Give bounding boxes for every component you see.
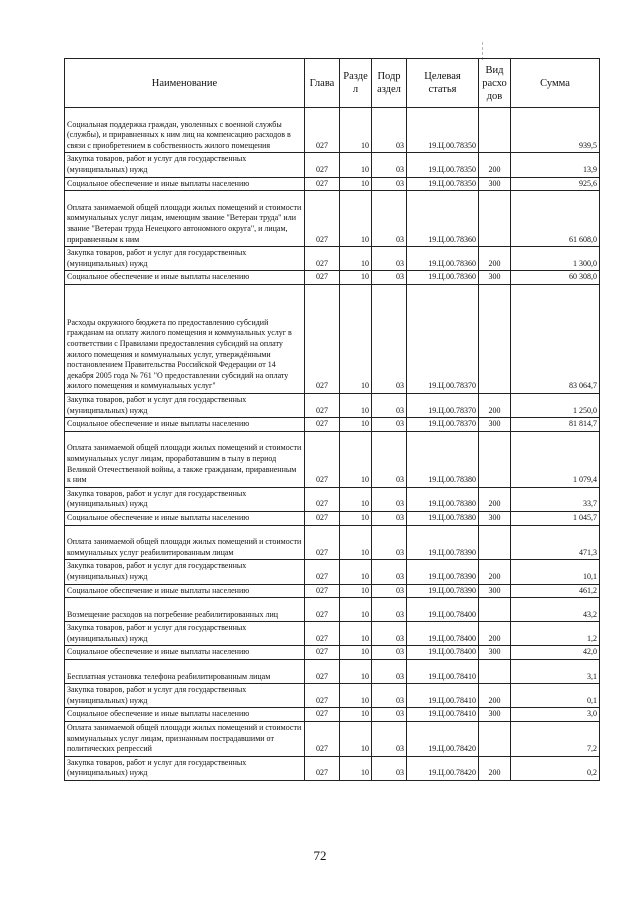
row-chapter: 027 <box>305 108 340 153</box>
table-row <box>65 153 600 177</box>
row-subsection: 03 <box>372 271 407 285</box>
row-name: Оплата занимаемой общей площади жилых помещений и стоимости коммунальных услуг лицам, имеющим звание "Ветеран труда" или звание "Ветеран труда Ненецкого автономного округа", и лицам, приравненным к ним <box>65 191 305 247</box>
row-expense-type <box>479 525 511 560</box>
row-section: 10 <box>340 722 372 757</box>
table-row <box>65 756 600 780</box>
row-target-article: 19.Ц.00.78350 <box>407 108 479 153</box>
row-chapter: 027 <box>305 722 340 757</box>
row-target-article: 19.Ц.00.78420 <box>407 756 479 780</box>
row-chapter: 027 <box>305 708 340 722</box>
row-section: 10 <box>340 153 372 177</box>
row-section: 10 <box>340 393 372 417</box>
table-row <box>65 708 600 722</box>
row-expense-type: 300 <box>479 708 511 722</box>
row-chapter: 027 <box>305 177 340 191</box>
row-chapter: 027 <box>305 418 340 432</box>
header-target-article: Целевая статья <box>407 59 479 108</box>
row-section: 10 <box>340 191 372 247</box>
row-chapter: 027 <box>305 646 340 660</box>
table-row <box>65 722 600 757</box>
row-expense-type: 200 <box>479 560 511 584</box>
row-subsection: 03 <box>372 177 407 191</box>
row-sum: 939,5 <box>511 108 600 153</box>
row-subsection: 03 <box>372 646 407 660</box>
row-section: 10 <box>340 560 372 584</box>
row-chapter: 027 <box>305 191 340 247</box>
row-sum: 1,2 <box>511 622 600 646</box>
row-expense-type: 200 <box>479 247 511 271</box>
row-chapter: 027 <box>305 393 340 417</box>
row-expense-type: 300 <box>479 271 511 285</box>
row-target-article: 19.Ц.00.78380 <box>407 487 479 511</box>
table-row <box>65 247 600 271</box>
row-sum: 13,9 <box>511 153 600 177</box>
row-chapter: 027 <box>305 284 340 393</box>
table-row <box>65 284 600 393</box>
table-row <box>65 660 600 684</box>
row-chapter: 027 <box>305 584 340 598</box>
table-row <box>65 393 600 417</box>
row-chapter: 027 <box>305 660 340 684</box>
row-subsection: 03 <box>372 722 407 757</box>
row-section: 10 <box>340 431 372 487</box>
row-section: 10 <box>340 247 372 271</box>
table-row <box>65 418 600 432</box>
row-name: Социальное обеспечение и иные выплаты населению <box>65 646 305 660</box>
row-section: 10 <box>340 708 372 722</box>
row-name: Социальное обеспечение и иные выплаты населению <box>65 271 305 285</box>
row-expense-type: 300 <box>479 177 511 191</box>
row-name: Социальная поддержка граждан, уволенных с военной службы (службы), и приравненных к ним лиц на компенсацию расходов в связи с приобретением в собственность жилого помещения <box>65 108 305 153</box>
header-expense-type: Вид расхо дов <box>479 59 511 108</box>
row-sum: 1 079,4 <box>511 431 600 487</box>
header-section: Разде л <box>340 59 372 108</box>
row-sum: 0,2 <box>511 756 600 780</box>
row-sum: 0,1 <box>511 684 600 708</box>
row-subsection: 03 <box>372 418 407 432</box>
row-expense-type <box>479 660 511 684</box>
row-sum: 1 045,7 <box>511 511 600 525</box>
row-sum: 1 300,0 <box>511 247 600 271</box>
table-row <box>65 177 600 191</box>
row-sum: 43,2 <box>511 598 600 622</box>
row-name: Оплата занимаемой общей площади жилых помещений и стоимости коммунальных услуг реабилитированным лицам <box>65 525 305 560</box>
row-sum: 61 608,0 <box>511 191 600 247</box>
row-target-article: 19.Ц.00.78390 <box>407 560 479 584</box>
row-section: 10 <box>340 684 372 708</box>
row-target-article: 19.Ц.00.78410 <box>407 684 479 708</box>
row-expense-type: 200 <box>479 487 511 511</box>
row-name: Закупка товаров, работ и услуг для государственных (муниципальных) нужд <box>65 393 305 417</box>
table-row <box>65 108 600 153</box>
row-target-article: 19.Ц.00.78400 <box>407 622 479 646</box>
table-row <box>65 684 600 708</box>
row-target-article: 19.Ц.00.78370 <box>407 284 479 393</box>
row-name: Социальное обеспечение и иные выплаты населению <box>65 708 305 722</box>
row-target-article: 19.Ц.00.78380 <box>407 431 479 487</box>
row-section: 10 <box>340 584 372 598</box>
row-section: 10 <box>340 487 372 511</box>
row-chapter: 027 <box>305 487 340 511</box>
row-section: 10 <box>340 525 372 560</box>
row-name: Закупка товаров, работ и услуг для государственных (муниципальных) нужд <box>65 153 305 177</box>
row-sum: 1 250,0 <box>511 393 600 417</box>
row-expense-type <box>479 598 511 622</box>
table-body <box>65 108 600 781</box>
row-target-article: 19.Ц.00.78390 <box>407 525 479 560</box>
row-name: Социальное обеспечение и иные выплаты населению <box>65 177 305 191</box>
row-name: Возмещение расходов на погребение реабилитированных лиц <box>65 598 305 622</box>
row-name: Закупка товаров, работ и услуг для государственных (муниципальных) нужд <box>65 756 305 780</box>
row-subsection: 03 <box>372 598 407 622</box>
row-target-article: 19.Ц.00.78390 <box>407 584 479 598</box>
row-sum: 3,1 <box>511 660 600 684</box>
row-expense-type <box>479 284 511 393</box>
row-target-article: 19.Ц.00.78380 <box>407 511 479 525</box>
row-target-article: 19.Ц.00.78410 <box>407 708 479 722</box>
row-target-article: 19.Ц.00.78400 <box>407 646 479 660</box>
row-subsection: 03 <box>372 584 407 598</box>
row-target-article: 19.Ц.00.78360 <box>407 191 479 247</box>
row-name: Расходы окружного бюджета по предоставлению субсидий гражданам на оплату жилого помещения и коммунальных услуг в соответствии с Правилами предоставления субсидий на оплату жилого помещения и коммунальных услуг, утверждёнными постановлением Правительства Российской Федерации от 14 декабря 2005 года № 761 "О предоставлении субсидий на оплату жилого помещения и коммунальных услуг" <box>65 284 305 393</box>
row-section: 10 <box>340 108 372 153</box>
table-row <box>65 598 600 622</box>
table-header-row <box>65 59 600 108</box>
row-section: 10 <box>340 511 372 525</box>
row-chapter: 027 <box>305 511 340 525</box>
row-expense-type: 300 <box>479 511 511 525</box>
row-expense-type: 300 <box>479 584 511 598</box>
table-row <box>65 191 600 247</box>
row-name: Оплата занимаемой общей площади жилых помещений и стоимости коммунальных услуг лицам, проработавшим в тылу в период Великой Отечественной войны, а также гражданам, приравненным к ним <box>65 431 305 487</box>
row-subsection: 03 <box>372 622 407 646</box>
table-row <box>65 431 600 487</box>
row-chapter: 027 <box>305 622 340 646</box>
row-name: Закупка товаров, работ и услуг для государственных (муниципальных) нужд <box>65 247 305 271</box>
row-chapter: 027 <box>305 431 340 487</box>
row-expense-type: 300 <box>479 418 511 432</box>
row-name: Социальное обеспечение и иные выплаты населению <box>65 584 305 598</box>
row-subsection: 03 <box>372 153 407 177</box>
row-subsection: 03 <box>372 393 407 417</box>
row-name: Закупка товаров, работ и услуг для государственных (муниципальных) нужд <box>65 622 305 646</box>
page-number: 72 <box>313 848 327 863</box>
header-subsection: Подр аздел <box>372 59 407 108</box>
row-sum: 3,0 <box>511 708 600 722</box>
row-target-article: 19.Ц.00.78400 <box>407 598 479 622</box>
row-target-article: 19.Ц.00.78350 <box>407 153 479 177</box>
row-expense-type: 200 <box>479 393 511 417</box>
row-name: Оплата занимаемой общей площади жилых помещений и стоимости коммунальных услуг лицам, признанным пострадавшими от политических репрессий <box>65 722 305 757</box>
row-chapter: 027 <box>305 525 340 560</box>
row-name: Социальное обеспечение и иные выплаты населению <box>65 418 305 432</box>
row-subsection: 03 <box>372 284 407 393</box>
row-target-article: 19.Ц.00.78420 <box>407 722 479 757</box>
row-section: 10 <box>340 271 372 285</box>
row-chapter: 027 <box>305 684 340 708</box>
row-section: 10 <box>340 177 372 191</box>
row-expense-type <box>479 108 511 153</box>
row-expense-type: 200 <box>479 622 511 646</box>
row-expense-type: 200 <box>479 684 511 708</box>
table-row <box>65 271 600 285</box>
row-name: Закупка товаров, работ и услуг для государственных (муниципальных) нужд <box>65 560 305 584</box>
row-section: 10 <box>340 756 372 780</box>
row-section: 10 <box>340 646 372 660</box>
row-sum: 42,0 <box>511 646 600 660</box>
row-chapter: 027 <box>305 271 340 285</box>
table-row <box>65 525 600 560</box>
table-row <box>65 622 600 646</box>
header-name: Наименование <box>65 59 305 108</box>
row-name: Закупка товаров, работ и услуг для государственных (муниципальных) нужд <box>65 487 305 511</box>
row-section: 10 <box>340 622 372 646</box>
row-subsection: 03 <box>372 431 407 487</box>
table-row <box>65 584 600 598</box>
row-name: Закупка товаров, работ и услуг для государственных (муниципальных) нужд <box>65 684 305 708</box>
row-expense-type: 300 <box>479 646 511 660</box>
row-subsection: 03 <box>372 191 407 247</box>
table-row <box>65 511 600 525</box>
row-sum: 10,1 <box>511 560 600 584</box>
table-row <box>65 560 600 584</box>
row-subsection: 03 <box>372 756 407 780</box>
row-expense-type <box>479 722 511 757</box>
row-subsection: 03 <box>372 560 407 584</box>
row-target-article: 19.Ц.00.78350 <box>407 177 479 191</box>
row-target-article: 19.Ц.00.78410 <box>407 660 479 684</box>
row-subsection: 03 <box>372 487 407 511</box>
row-target-article: 19.Ц.00.78370 <box>407 418 479 432</box>
row-name: Бесплатная установка телефона реабилитированным лицам <box>65 660 305 684</box>
row-chapter: 027 <box>305 598 340 622</box>
row-sum: 7,2 <box>511 722 600 757</box>
row-section: 10 <box>340 418 372 432</box>
row-sum: 461,2 <box>511 584 600 598</box>
row-target-article: 19.Ц.00.78360 <box>407 271 479 285</box>
row-chapter: 027 <box>305 560 340 584</box>
row-sum: 81 814,7 <box>511 418 600 432</box>
row-expense-type <box>479 191 511 247</box>
row-sum: 83 064,7 <box>511 284 600 393</box>
table-row <box>65 646 600 660</box>
row-target-article: 19.Ц.00.78360 <box>407 247 479 271</box>
row-subsection: 03 <box>372 684 407 708</box>
row-expense-type: 200 <box>479 153 511 177</box>
row-subsection: 03 <box>372 660 407 684</box>
row-subsection: 03 <box>372 511 407 525</box>
row-sum: 33,7 <box>511 487 600 511</box>
table-row <box>65 487 600 511</box>
budget-table <box>64 58 600 781</box>
row-expense-type: 200 <box>479 756 511 780</box>
row-subsection: 03 <box>372 247 407 271</box>
row-sum: 471,3 <box>511 525 600 560</box>
row-sum: 60 308,0 <box>511 271 600 285</box>
header-sum: Сумма <box>511 59 600 108</box>
row-section: 10 <box>340 598 372 622</box>
row-sum: 925,6 <box>511 177 600 191</box>
row-subsection: 03 <box>372 525 407 560</box>
row-expense-type <box>479 431 511 487</box>
row-chapter: 027 <box>305 247 340 271</box>
row-subsection: 03 <box>372 708 407 722</box>
row-target-article: 19.Ц.00.78370 <box>407 393 479 417</box>
row-subsection: 03 <box>372 108 407 153</box>
row-chapter: 027 <box>305 153 340 177</box>
row-name: Социальное обеспечение и иные выплаты населению <box>65 511 305 525</box>
row-section: 10 <box>340 660 372 684</box>
row-section: 10 <box>340 284 372 393</box>
row-chapter: 027 <box>305 756 340 780</box>
header-chapter: Глава <box>305 59 340 108</box>
